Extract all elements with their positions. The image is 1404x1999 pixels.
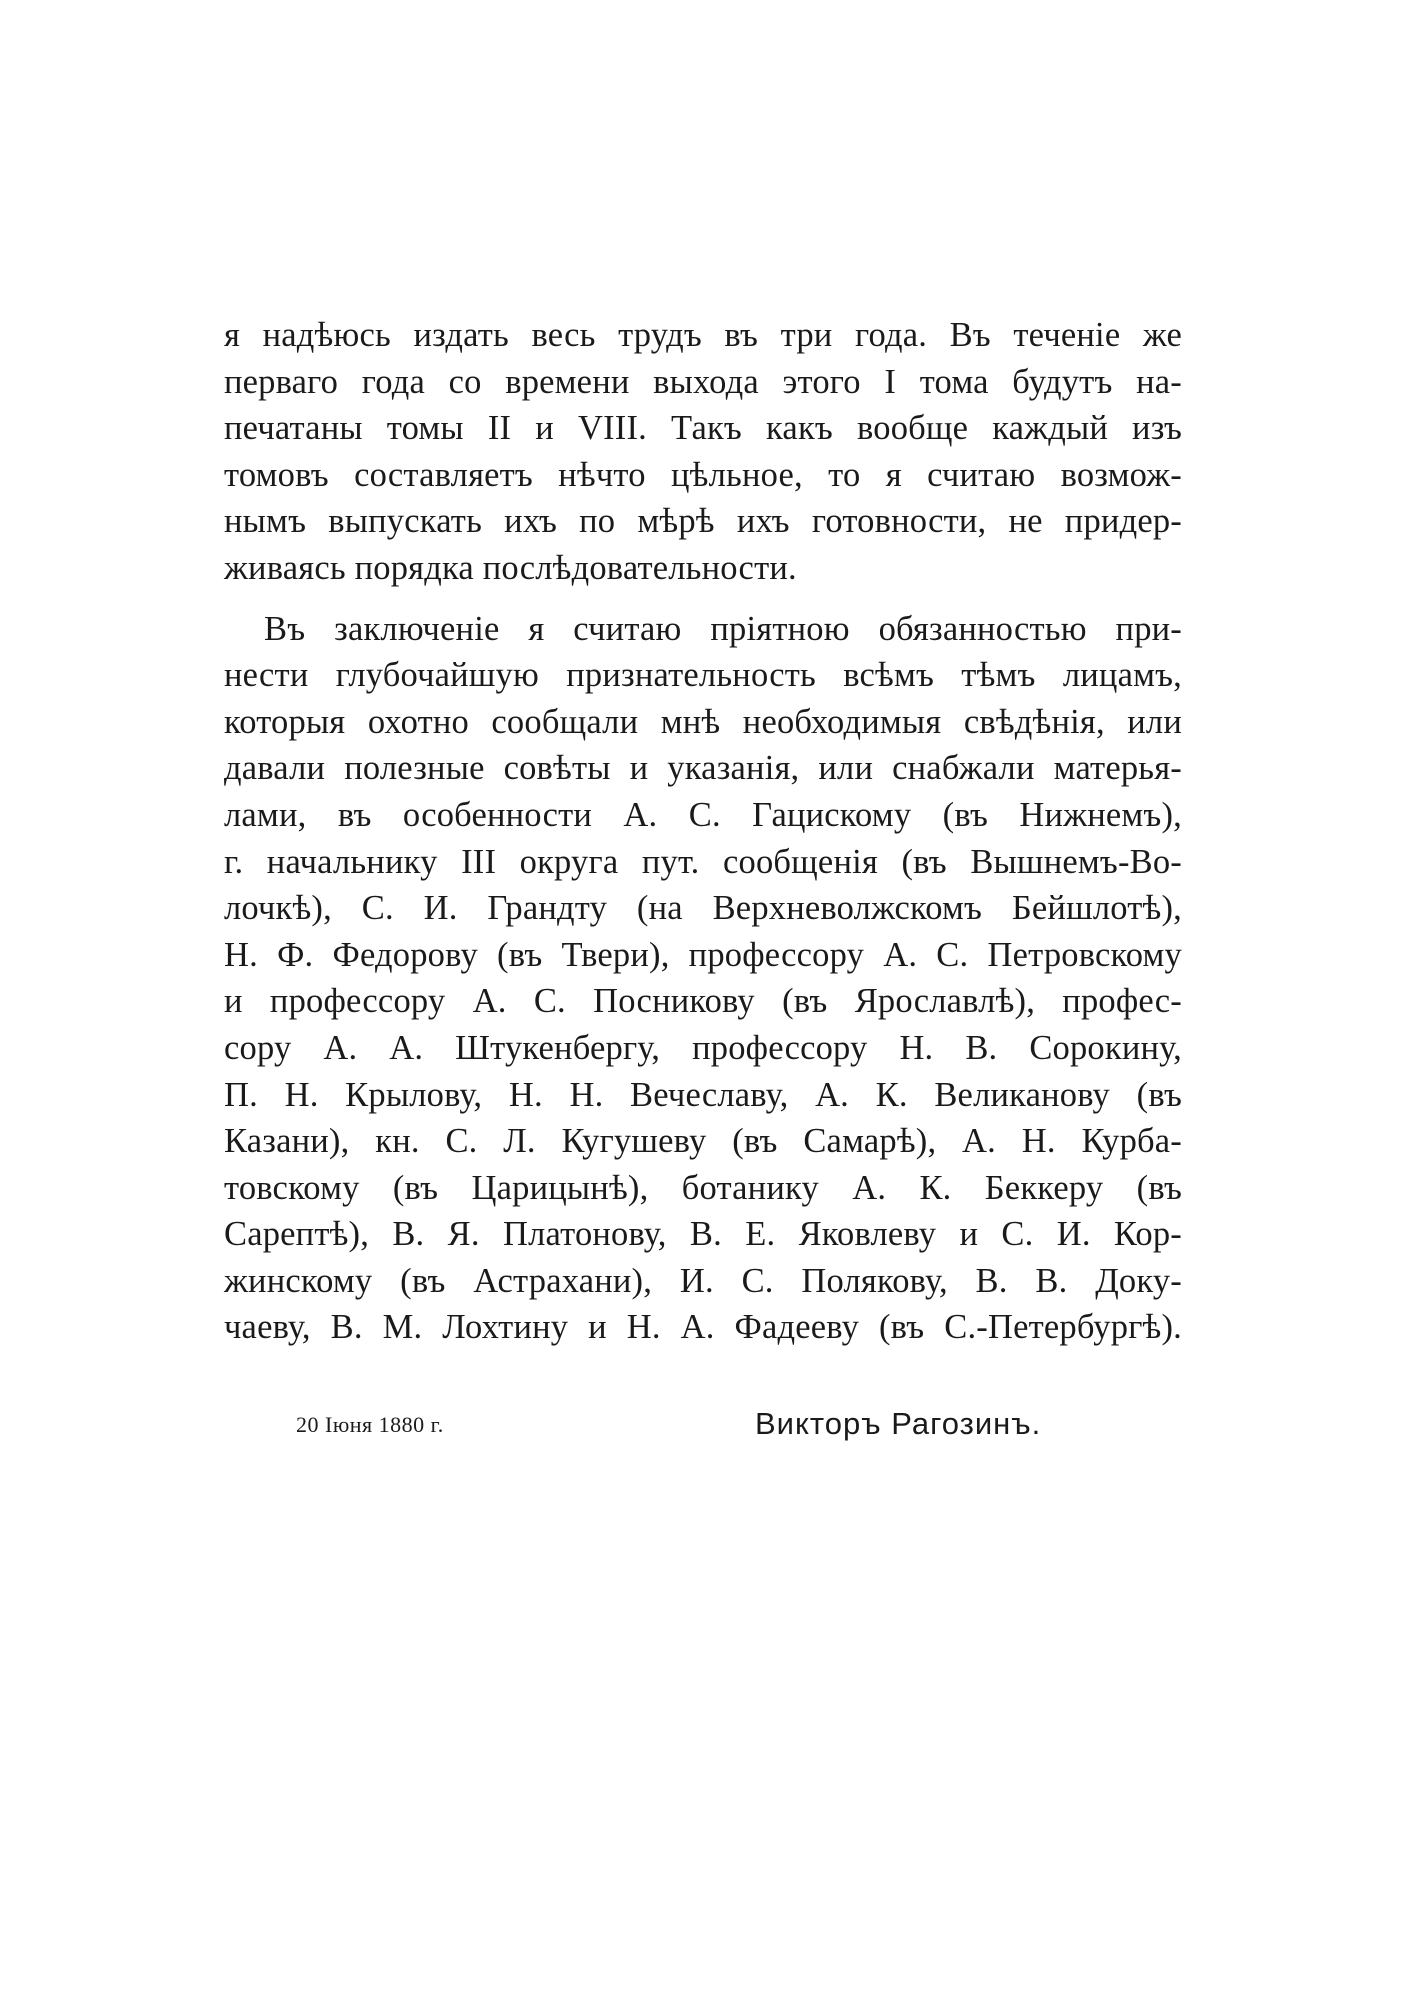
text-line: Сарептѣ), В. Я. Платонову, В. Е. Яковлеву и С. И. Кор- — [224, 1215, 1182, 1254]
text-line: лами, въ особенности А. С. Гацискому (въ Нижнемъ), — [224, 795, 1182, 834]
text-line: жинскому (въ Астрахани), И. С. Полякову, В. В. Доку- — [224, 1261, 1182, 1300]
text-line: давали полезные совѣты и указанія, или снабжали матерья- — [224, 749, 1182, 788]
date-line: 20 Іюня 1880 г. — [296, 1412, 444, 1437]
text-line: нымъ выпускать ихъ по мѣрѣ ихъ готовности, не придер- — [224, 502, 1182, 541]
text-line: которыя охотно сообщали мнѣ необходимыя свѣдѣнія, или — [224, 702, 1182, 741]
text-line: г. начальнику III округа пут. сообщенія (въ Вышнемъ-Во- — [224, 842, 1182, 881]
body-text — [224, 312, 1182, 1351]
text-line: товскому (въ Царицынѣ), ботанику А. К. Беккеру (въ — [224, 1168, 1182, 1207]
text-line: перваго года со времени выхода этого I тома будутъ на- — [224, 362, 1182, 401]
text-line: чаеву, В. М. Лохтину и Н. А. Фадееву (въ С.-Петербургѣ). — [224, 1308, 1182, 1347]
author-signature: Викторъ Рагозинъ. — [755, 1406, 1042, 1441]
paragraph-2 — [224, 606, 1182, 1352]
signature-block — [296, 1406, 1096, 1446]
paragraph-gap — [224, 592, 1182, 606]
text-line: лочкѣ), С. И. Грандту (на Верхневолжскомъ Бейшлотѣ), — [224, 889, 1182, 928]
text-line: Н. Ф. Федорову (въ Твери), профессору А. С. Петровскому — [224, 935, 1182, 974]
text-line: Казани), кн. С. Л. Кугушеву (въ Самарѣ), А. Н. Курба- — [224, 1122, 1182, 1161]
text-line: я надѣюсь издать весь трудъ въ три года. Въ теченіе же — [224, 316, 1182, 354]
text-line: П. Н. Крылову, Н. Н. Вечеславу, А. К. Великанову (въ — [224, 1075, 1182, 1114]
text-line: Въ заключеніе я считаю пріятною обязанностью при- — [264, 609, 1182, 648]
text-line: печатаны томы II и VIII. Такъ какъ вообще каждый изъ — [224, 409, 1182, 448]
text-line: нести глубочайшую признательность всѣмъ тѣмъ лицамъ, — [224, 656, 1182, 695]
text-line: томовъ составляетъ нѣчто цѣльное, то я считаю возмож- — [224, 455, 1182, 494]
text-line: сору А. А. Штукенбергу, профессору Н. В. Сорокину, — [224, 1028, 1182, 1067]
text-line: и профессору А. С. Посникову (въ Ярославлѣ), профес- — [224, 982, 1182, 1021]
text-line: живаясь порядка послѣдовательности. — [224, 548, 797, 587]
paragraph-1 — [224, 312, 1182, 592]
